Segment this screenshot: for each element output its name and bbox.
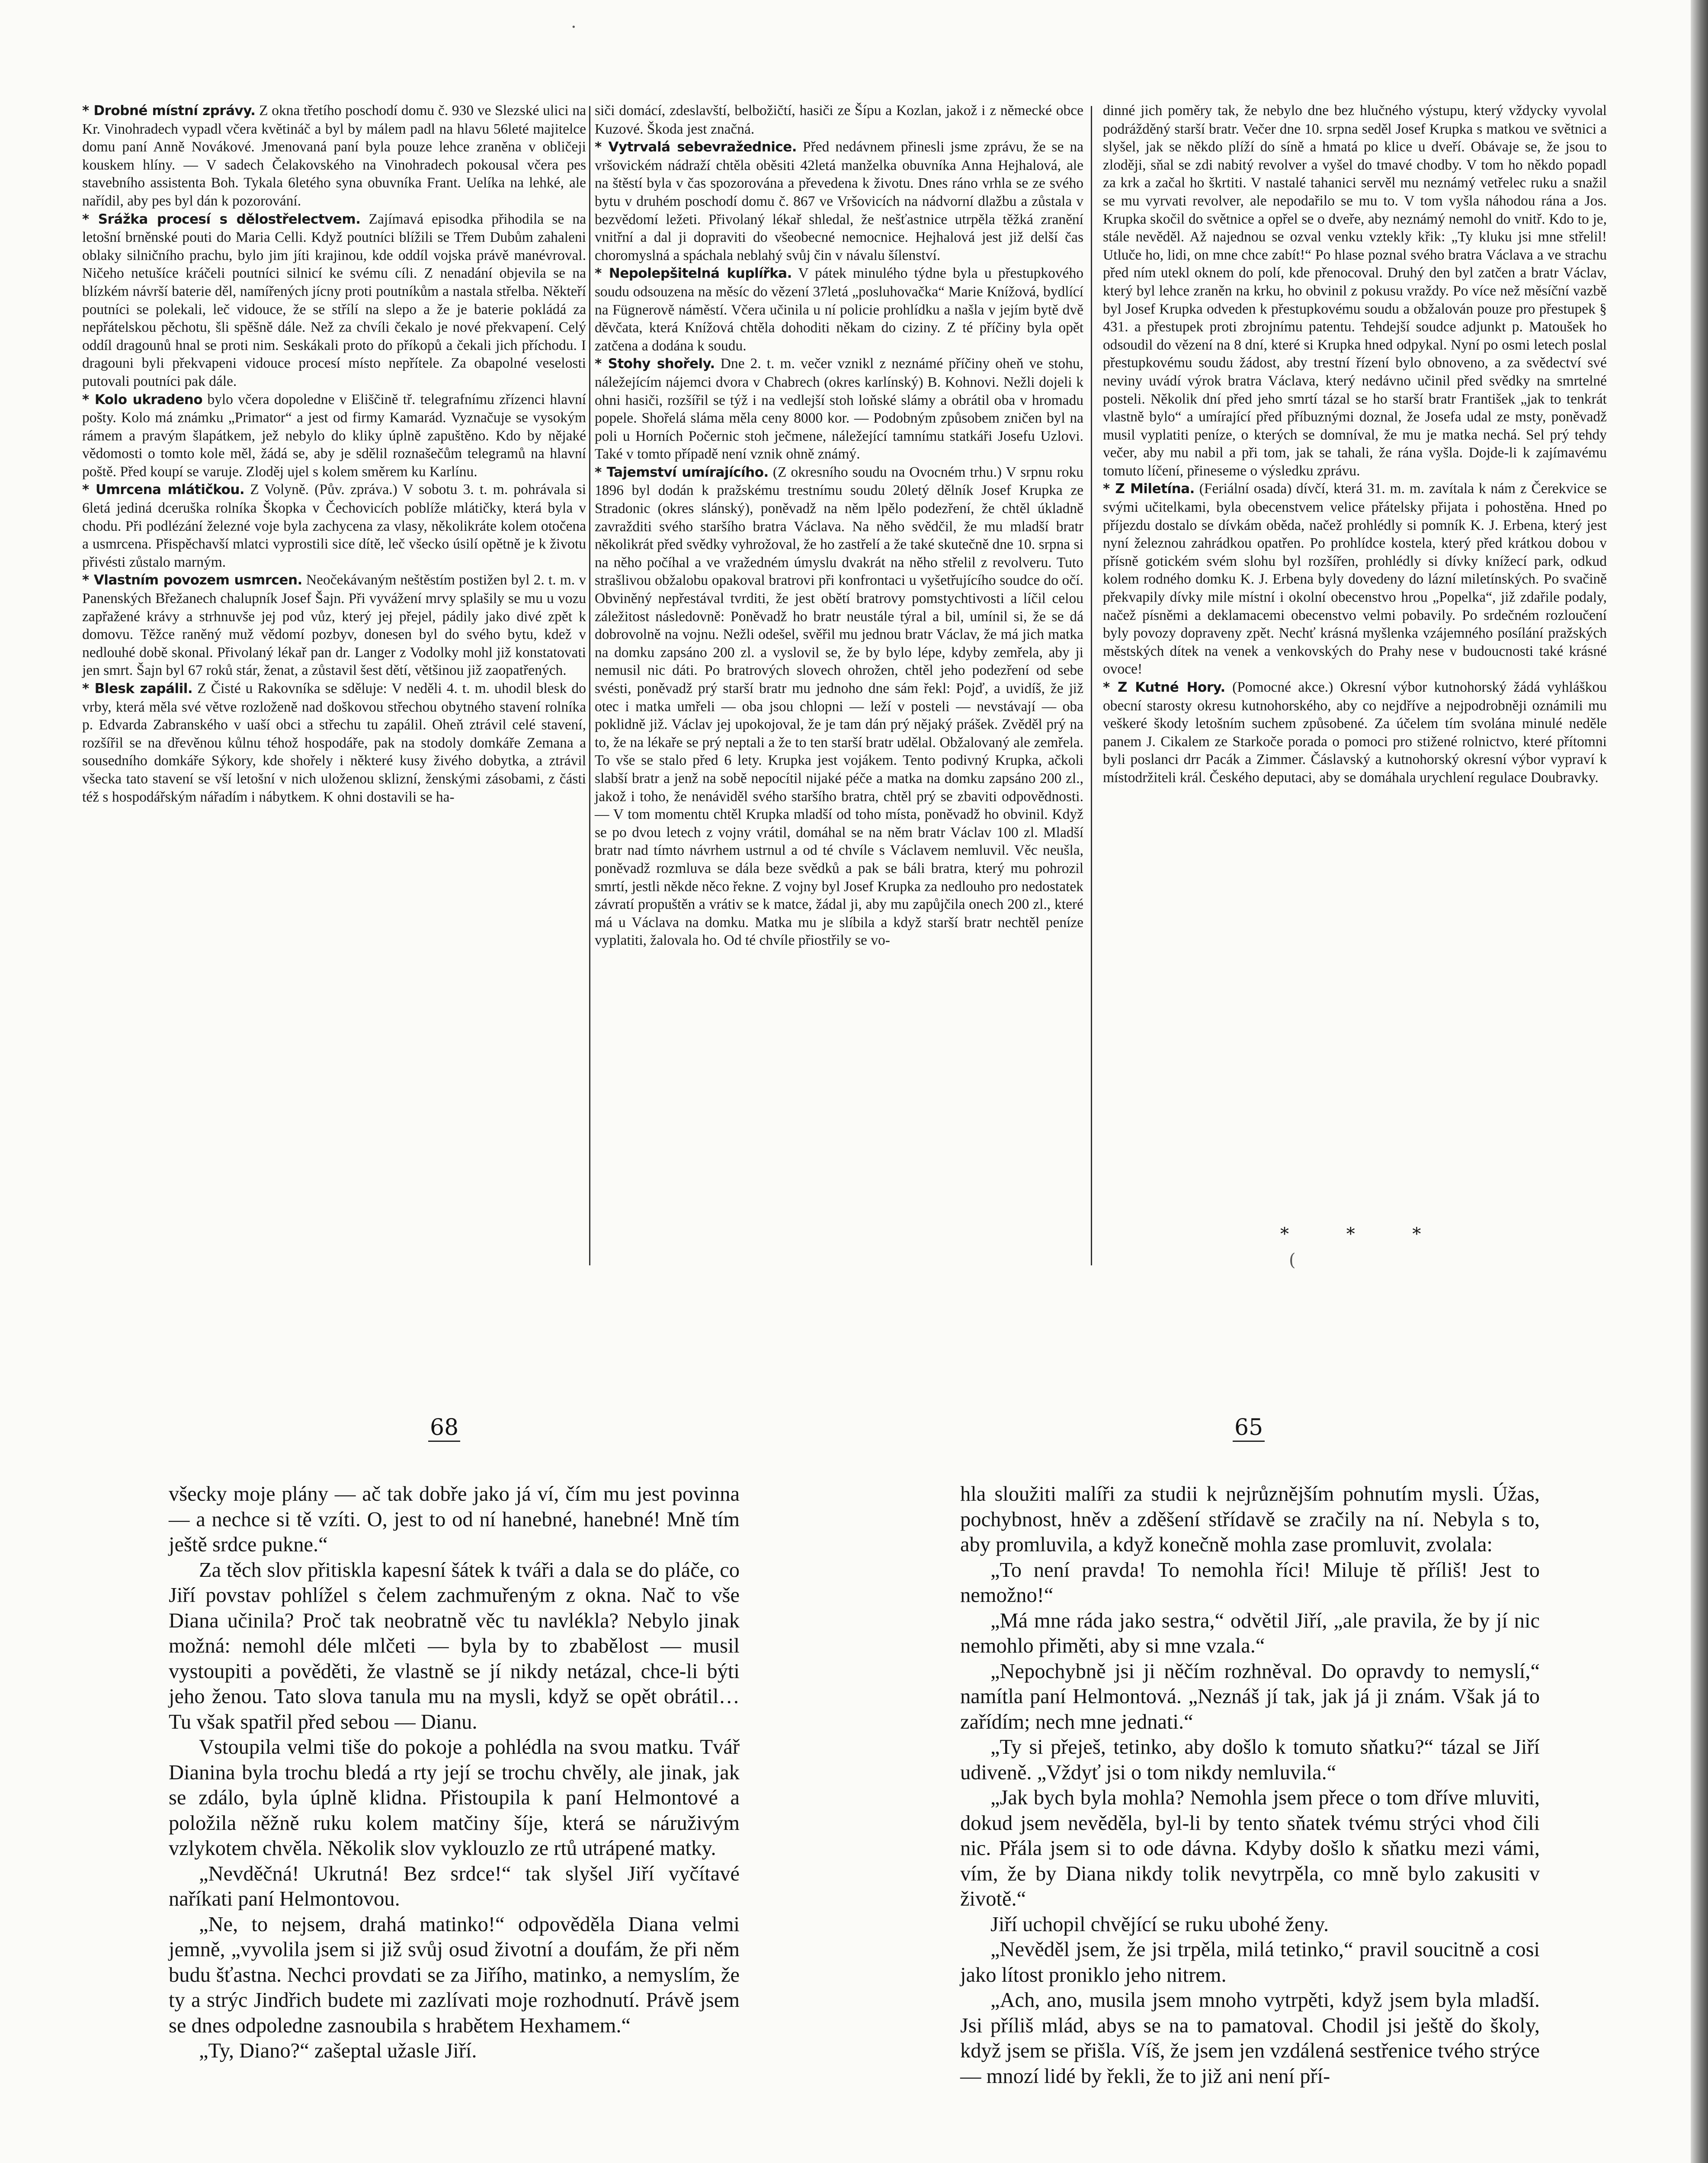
scan-edge <box>1691 0 1708 2163</box>
book-paragraph: Vstoupila velmi tiše do pokoje a pohlédla na svou matku. Tvář Dianina byla trochu bledá a rty její se trochu chvěly, ale jinak, jak se zdálo, byla úplně klidna. Přistoupila k paní Helmontové a položila něžně ruku kolem matčiny šíje, která se náruživým vzlykotem chvěla. Několik slov vyklouzlo ze rtů utrápené matky. <box>169 1736 740 1860</box>
book-paragraph: „Nepochybně jsi ji něčím rozhněval. Do opravdy to nemyslí,“ namítla paní Helmontová. „Neznáš jí tak, jak já ji znám. Však já to zařídím; nech mne jednati.“ <box>960 1659 1540 1733</box>
news-text: siči domácí, zdeslavští, belbožičtí, hasiči ze Šípu a Kozlan, jakož i z německé obce Kuzové. Škoda jest značná. <box>595 103 1083 137</box>
news-headline: * Srážka procesí s dělostřelectvem. <box>82 211 361 227</box>
news-item <box>595 102 1083 138</box>
book-paragraph: „To není pravda! To nemohla říci! Miluje tě příliš! Jest to nemožno!“ <box>960 1558 1540 1607</box>
news-text: (Z okresního soudu na Ovocném trhu.) V srpnu roku 1896 byl dodán k pražskému trestnímu soudu 20letý dělník Josef Krupka ze Stradonic (okres slánský), poněvadž na něm lpělo podezření, že chtěl úkladně zavražditi svého staršího bratra Václava. Na něho svědčil, že mu mladší bratr několikrát před svědky vyhrožoval, že ho zastřelí a že také skutečně dne 10. srpna si na něho počíhal a ve vražedném úmyslu dvakrát na něho střelil z revolveru. Tuto strašlivou obžalobu opakoval bratrovi při konfrontaci u vyšetřujícího soudce do očí. Obviněný nepřestával tvrditi, že jest obětí bratrovy pomstychtivosti a líčil celou záležitost následovně: Poněvadž ho bratr neustále týral a bil, umínil si, že se dá dobrovolně na vojnu. Nežli odešel, svěřil mu jednou bratr Václav, že má jich matka na domku zapsáno 200 zl. a vyslovil se, že by bylo lépe, kdyby zemřela, aby ji nemusil nic dáti. Po bratrových slovech ohrožen, chtěl jeho podezření od sebe svésti, poněvadž prý starší bratr mu jednoho dne sám řekl: Pojď, a uvidíš, že již otec i matka umřeli — oba jsou chlopni — leží v posteli — nevstávají — oba poklidně již. Václav jej upokojoval, že je tam dán prý nějaký prášek. Zvěděl prý na to, že na lékaře se prý neptali a že to ten starší bratr udělal. Obžalovaný ale zemřela. To vše se stalo před 6 lety. Krupka jest vojákem. Tento podivný Krupka, ačkoli slabší bratr a jenž na sobě nepocítil nijaké péče a matka na domku zapsáno 200 zl., jakož i toho, že nenáviděl svého staršího bratra, chtěl prý se zbaviti odpovědnosti. — V tom momentu chtěl Krupka mladší od toho místa, poněvadž ho obvinil. Když se po dvou letech z vojny vrátil, domáhal se na něm bratr Václav 100 zl. Mladší bratr nad tímto návrhem ustrnul a od té chvíle s Václavem nemluvil. Věc neušla, poněvadž rozmluva se dála beze svědků a pak se báli bratra, který mu pohrozil smrtí, jestli někde něco řekne. Z vojny byl Josef Krupka za nedlouho pro nedostatek závratí propuštěn a vrátiv se k matce, žádal ji, aby mu zapůjčila onech 200 zl., které má u Václava na domku. Matka mu je slíbila a když starší bratr nechtěl peníze vyplatiti, žalovala ho. Od té chvíle přiostřily se vo- <box>595 464 1083 949</box>
page-number-right: 65 <box>1233 1415 1265 1441</box>
news-headline: * Kolo ukradeno <box>82 392 203 408</box>
book-paragraph: Jiří uchopil chvějící se ruku ubohé ženy. <box>990 1913 1329 1936</box>
book-paragraph: „Ne, to nejsem, drahá matinko!“ odpověděla Diana velmi jemně, „vyvolila jsem si již svůj osud životní a doufám, že při něm budu šťastna. Nechci provdati se za Jiřího, matinko, a nemyslím, že ty a strýc Jindřich budete mi zazlívati moje rozhodnutí. Právě jsem se dnes odpoledne zasnoubila s hrabětem Hexhamem.“ <box>169 1913 740 2037</box>
newspaper-column-3 <box>1103 102 1607 787</box>
newspaper-column-1 <box>82 102 586 806</box>
scan-mark: ( <box>1289 1250 1296 1270</box>
book-paragraph: Za těch slov přitiskla kapesní šátek k tváři a dala se do pláče, co Jiří povstav pohlížel s čelem zachmuřeným z okna. Nač to vše Diana učinila? Proč tak neobratně věc tu navlékla? Nebylo jinak možná: nemohl déle mlčeti — byla by to zbabělost — musil vystoupiti a pověděti, že vlastně se jí nikdy netázal, chce-li býti jeho ženou. Tato slova tanula mu na mysli, když se opět obrátil… Tu však spatřil před sebou — Dianu. <box>169 1558 740 1733</box>
news-headline: * Stohy shořely. <box>595 356 715 372</box>
news-item <box>595 138 1083 264</box>
news-text: Z okna třetího poschodí domu č. 930 ve Slezské ulici na Kr. Vinohradech vypadl včera květináč a byl by málem padl na hlavu 56leté majitelce domu paní Anně Novákové. Jmenovaná paní byla pouze lehce zraněna v obličeji kouskem hlíny. — V sadech Čelakovského na Vinohradech pokousal včera pes stavebního assistenta Boh. Tykala 6letého syna obuvníka Frant. Uelíka na lehké, ale nařídil, aby pes byl dán k pozorování. <box>82 103 586 209</box>
news-text: (Feriální osada) dívčí, která 31. m. m. zavítala k nám z Čerekvice se svými učitelkami, byla obecenstvem velice přátelsky přijata i pohostěna. Hned po příjezdu dostalo se dívkám oběda, načež prohlédly si pomník K. J. Erbena, který jest nyní železnou zahrádkou opatřen. Po prohlídce kostela, který před krátkou dobou v přísně gotickém svém slohu byl rozšířen, prohlédly si dívky knížecí park, odkud kolem rodného domku K. J. Erbena byly dovedeny do lázní miletínských. Po svačině překvapily dívky mile místní i okolní obecenstvo hrou „Popelka“, již zdařile podaly, načež písněmi a deklamacemi obecenstvo velmi pobavily. Po srdečném rozloučení byly povozy dopraveny zpět. Nechť krásná myšlenka vzájemného posílání pražských městských dítek na venek a venkovských do Prahy nese v budoucnosti také krásné ovoce! <box>1103 481 1607 677</box>
news-headline: * Vytrvalá sebevražednice. <box>595 139 797 155</box>
book-paragraph: „Ach, ano, musila jsem mnoho vytrpěti, když jsem byla mladší. Jsi příliš mlád, abys se na to pamatoval. Chodil jsi ještě do školy, když jsem se přišla. Víš, že jsem jen vzdálená sestřenice tvého strýce — mnozí lidé by řekli, že to již ani není pří- <box>960 1989 1540 2088</box>
book-paragraph: „Ty, Diano?“ zašeptal užasle Jiří. <box>199 2039 477 2062</box>
news-text: Z Volyně. (Pův. zpráva.) V sobotu 3. t. m. pohrávala si 6letá jediná dceruška rolníka Škopka v Čechovicích poblíže mlátičky, která byla v chodu. Při podlézání železné voje byla zachycena za vlasy, několikráte kolem otočena a usmrcena. Přispěchavší mlatci vyprostili sice dítě, leč všecko úsilí opětně je k životu přivésti zůstalo marným. <box>82 481 586 570</box>
news-text: V pátek minulého týdne byla u přestupkového soudu odsouzena na měsíc do vězení 37letá „posluhovačka“ Marie Knížová, bydlící na Fügnerově náměstí. Včera učinila u ní policie prohlídku a našla v jejím bytě dvě děvčata, která Knížová chtěla dohoditi někam do ciziny. Z té příčiny byla opět zatčena a dodána k soudu. <box>595 265 1083 354</box>
news-text: Neočekávaným neštěstím postižen byl 2. t. m. v Panenských Břežanech chalupník Josef Šajn. Při vyvážení mrvy splašily se mu u vozu zapřažené krávy a strhnuvše jej pod vůz, který jej přejel, pádily jako divé zpět k domovu. Těžce raněný muž vědomí pozbyv, donesen byl do svého bytu, kdež v nedlouhé době skonal. Přivolaný lékař pan dr. Langer z Vodolky mohl již konstatovati jen smrt. Šajn byl 67 roků stár, ženat, a zůstavil šest dětí, většinou již zaopatřených. <box>82 572 586 679</box>
news-item <box>595 264 1083 355</box>
column-rule <box>589 106 590 1265</box>
news-headline: * Nepolepšitelná kuplířka. <box>595 266 792 282</box>
news-item <box>82 102 586 210</box>
book-page-right <box>960 1482 1540 2089</box>
news-text: Před nedávnem přinesli jsme zprávu, že se na vršovickém nádraží chtěla oběsiti 42letá manželka obuvníka Anna Hejhalová, ale na štěstí byla v čas spozorována a převedena k životu. Dnes ráno vrhla se ze svého bytu v druhém poschodí domu č. 867 ve Vršovicích na nádvorní dlažbu a zůstala v bezvědomí ležeti. Přivolaný lékař shledal, že nešťastnice utrpěla těžká zranění vnitřní a dal ji dopraviti do všeobecné nemocnice. Hejhalová jest již delší čas choromyslná a spáchala neblahý svůj čin v návalu šílenství. <box>595 139 1083 263</box>
news-item <box>595 355 1083 463</box>
news-item <box>82 481 586 571</box>
news-item <box>1103 480 1607 678</box>
column-rule <box>1091 106 1092 1265</box>
news-text: dinné jich poměry tak, že nebylo dne bez hlučného výstupu, který vždycky vyvolal podrážděný starší bratr. Večer dne 10. srpna seděl Josef Krupka s matkou ve světnici a slyšel, jak se někdo plíží do síně a hmatá po klice u dveří. Obávaje se, že jsou to zloději, sňal se zdi nabitý revolver a vyšel do tmavé chodby. V tom ho někdo popadl za krk a začal ho škrtiti. V nastalé tahanici servěl mu neznámý vetřelec ruku a snažil se mu vyrvati revolver, ale nepodařilo se mu to. V tom vyšla náhodou rána a Jos. Krupka skočil do světnice a opřel se o dveře, aby neznámý nemohl do vnitř. Kdo to je, stále nevěděl. Až najednou se ozval venku vztekly křik: „Ty kluku jsi mne střelil! Utluče ho, lidi, on mne chce zabít!“ Po hlase poznal svého bratra Václava a ve strachu před ním utekl oknem do polí, kde přenocoval. Druhý den byl zatčen a bratr Václav, který byl lehce zraněn na krku, ho obvinil z pokusu vraždy. Po více než měsíční vazbě byl Josef Krupka odveden k přestupkovému soudu a obžalován pouze pro přestupek § 431. a přestupek proti zbrojnímu patentu. Tehdejší soudce adjunkt p. Matoušek ho odsoudil do vězení na 8 dní, které si Krupka hned odpykal. Nyní po osmi letech poslal přestupkovému soudu žádost, aby trestní řízení bylo obnoveno, a za svědectví své neviny uvádí výrok bratra Václava, který nedávno učinil před svědky na smrtelné posteli. Několik dní před jeho smrtí tázal se ho starší bratr František „jak to tenkrát vlastně bylo“ a umírající před příbuznými doznal, že Josefa udal ze msty, poněvadž musil vyplatiti peníze, o kterých se domníval, že mu je matka nechá. Sel prý tehdy večer, aby mu nabil a při tom, jak se tahali, že rána vyšla. Dojde-li k zajímavému tomuto líčení, přineseme o výsledku zprávu. <box>1103 103 1607 479</box>
scan-mark: · <box>571 17 577 37</box>
news-headline: * Z Miletína. <box>1103 481 1195 497</box>
book-paragraph: „Nevěděl jsem, že jsi trpěla, milá tetinko,“ pravil soucitně a cosi jako lítost proniklo jeho nitrem. <box>960 1938 1540 1986</box>
book-paragraph: „Jak bych byla mohla? Nemohla jsem přece o tom dříve mluviti, dokud jsem nevěděla, byl-li by tento sňatek tvému strýci vhod čili nic. Přála jsem si to ode dávna. Kdyby došlo k sňatku mezi vámi, vím, že by Diana nikdy tolik nevytrpěla, co mně bylo zakusiti v životě.“ <box>960 1786 1540 1910</box>
news-item <box>82 210 586 391</box>
book-paragraph: všecky moje plány — ač tak dobře jako já ví, čím mu jest povinna — a nechce si tě vzíti. O, jest to od ní hanebné, hanebné! Mně tím ještě srdce pukne.“ <box>169 1483 740 1556</box>
news-headline: * Tajemství umírajícího. <box>595 464 769 480</box>
news-item <box>1103 678 1607 787</box>
news-text: Dne 2. t. m. večer vznikl z neznámé příčiny oheň ve stohu, náležejícím nájemci dvora v Chabrech (okres karlínský) B. Kohnovi. Nežli dojeli k ohni hasiči, rozšířil se týž i na vedlejší stoh loňské slámy a obrátil oba v hromadu popele. Shořelá sláma měla ceny 8000 kor. — Podobným způsobem zničen byl na poli u Horních Počernic stoh ječmene, náležející tamnímu statkáři Josefu Uzlovi. Také v tomto případě není vznik ohně známý. <box>595 356 1084 462</box>
news-item <box>82 391 586 481</box>
news-text: Zajímavá episodka přihodila se na letošní brněnské pouti do Maria Celli. Když poutníci blížili se Třem Dubům zahaleni oblaky silničního prachu, bylo jim jíti krajinou, kde oddíl vojska právě manévroval. Ničeho netušíce kráčeli poutníci silnicí ke svému cíli. Z nenadání objevila se na blízkém návrší baterie děl, namířených jícny proti poutníkům a nastala střelba. Někteří poutníci se polekali, leč vidouce, že se střílí na slepo a že je baterie pokládá za nepřátelskou pěchotu, šli spěšně dále. Než za chvíli čekalo je nové překvapení. Celý oddíl dragounů hnal se proti nim. Seskákali proto do příkopů a čekali jich příchodu. I dragouni byli překvapeni vidouce procesí místo nepřítele. Za obapolné veselosti putovali poutníci pak dále. <box>82 211 586 389</box>
news-item <box>595 463 1083 950</box>
book-paragraph: „Nevděčná! Ukrutná! Bez srdce!“ tak slyšel Jiří vyčítavé naříkati paní Helmontovou. <box>169 1862 740 1910</box>
news-headline: * Z Kutné Hory. <box>1103 680 1225 695</box>
news-headline: * Umrcena mlátičkou. <box>82 482 245 498</box>
news-item <box>82 571 586 680</box>
book-paragraph: hla sloužiti malíři za studii k nejrůznějším pohnutím mysli. Úžas, pochybnost, hněv a zděšení střídavě se zračily na ní. Nebyla s to, aby promluvila, a když konečně mohla zase promluvit, zvolala: <box>960 1483 1540 1556</box>
book-paragraph: „Ty si přeješ, tetinko, aby došlo k tomuto sňatku?“ tázal se Jiří udiveně. „Vždyť jsi o tom nikdy nemluvila.“ <box>960 1736 1540 1784</box>
news-item <box>82 680 586 806</box>
section-stars: * * * <box>1280 1224 1447 1244</box>
news-text: bylo včera dopoledne v Eliščině tř. telegrafnímu zřízenci hlavní pošty. Kolo má známku „Primator“ a jest od firmy Kamarád. Vyznačuje se vysokým rámem a pravým šlapátkem, jež nebylo do kliky úplně zapuštěno. Kdo by nějaké vědomosti o tomto kole měl, žádá se, aby je sdělil roznašečům telegramů na hlavní poště. Před koupí se varuje. Zloděj ujel s kolem směrem ku Karlínu. <box>82 391 586 480</box>
news-text: Z Čisté u Rakovníka se sděluje: V neděli 4. t. m. uhodil blesk do vrby, která měla své větve rozloženě nad doškovou střechou obytného stavení rolníka p. Edvarda Zabranského v uaší obci a střechu tu zapálil. Oheň ztrávil celé stavení, rozšířil se na dřevěnou kůlnu téhož hospodáře, pak na stodoly domkáře Zemana a sousedního domkáře Sýkory, kde shořely i některé kusy živého dobytka, a ztrávil všecka tato stavení se vší letošní v nich uloženou sklizní, ženskými zásobami, z části též s hospodářským nářadím i nábytkem. K ohni dostavili se ha- <box>82 680 586 805</box>
book-paragraph: „Má mne ráda jako sestra,“ odvětil Jiří, „ale pravila, že by jí nic nemohlo přiměti, aby si mne vzala.“ <box>960 1609 1540 1657</box>
page-number-left: 68 <box>428 1415 460 1441</box>
news-headline: * Drobné místní zprávy. <box>82 103 256 119</box>
book-page-left <box>169 1482 740 2064</box>
news-text: (Pomocné akce.) Okresní výbor kutnohorský žádá vyhláškou obecní starosty okresu kutnohorského, aby co nejdříve a nejpodrobněji oznámili mu veškeré škody letošním suchem způsobené. Za účelem tím svolána minulé neděle panem J. Cikalem ze Starkoče porada o pomoci pro stižené rolnictvo, které přítomni byli poslanci drr Pacák a Zimmer. Čáslavský a kutnohorský okresní výbor vypraví k místodržiteli král. Českého deputaci, aby se domáhala urychlení regulace Doubravky. <box>1103 679 1607 786</box>
newspaper-column-2 <box>595 102 1083 950</box>
news-headline: * Vlastním povozem usmrcen. <box>82 572 302 588</box>
news-item <box>1103 102 1607 480</box>
news-headline: * Blesk zapálil. <box>82 681 193 696</box>
